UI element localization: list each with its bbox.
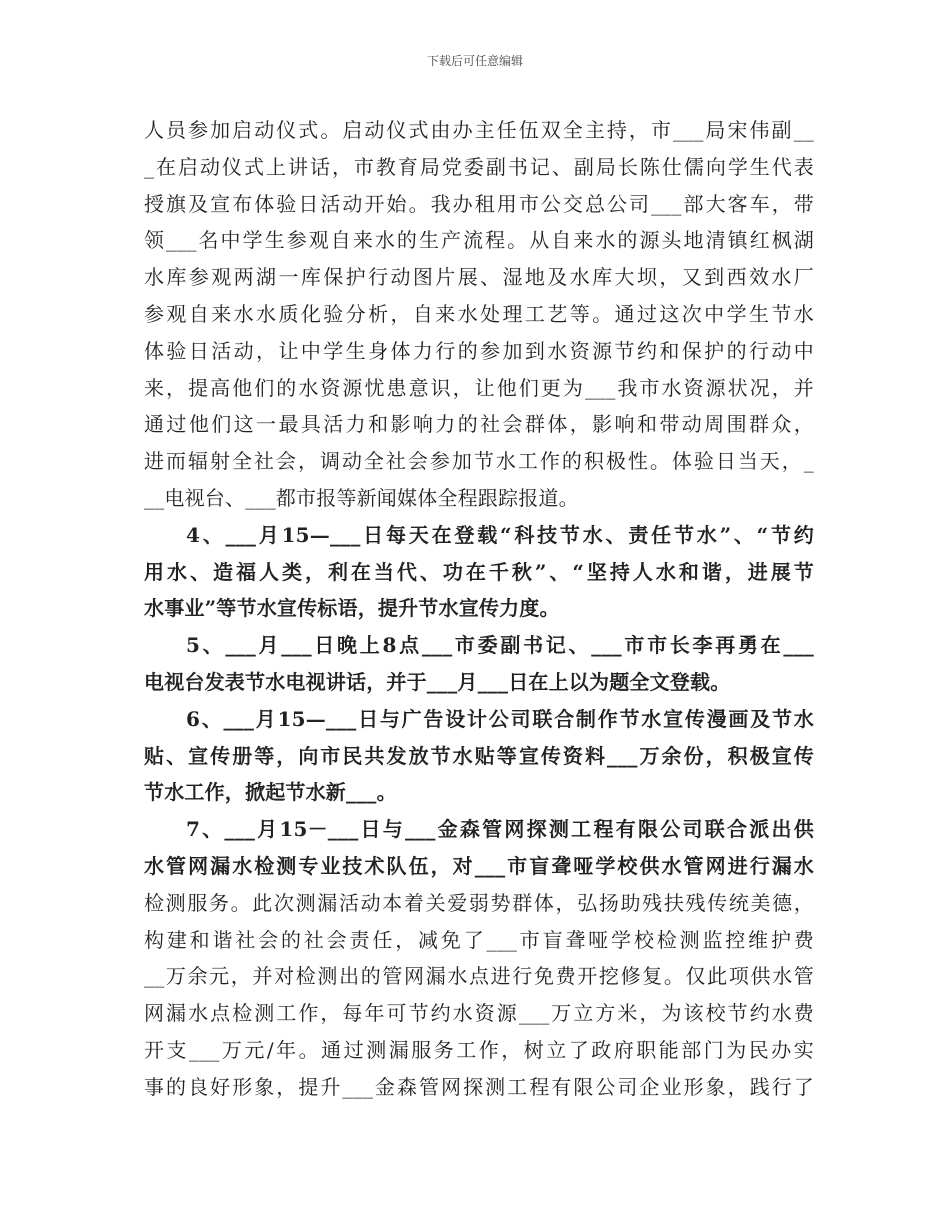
text-line: 5、___月___日晚上8点___市委副书记、___市市长李再勇在___ (186, 633, 814, 658)
text-line: 4、___月15—___日每天在登载“科技节水、责任节水”、“节约 (186, 522, 814, 547)
text-line: __万余元，并对检测出的管网漏水点进行免费开挖修复。仅此项供水管 (144, 964, 814, 989)
text-line: 水库参观两湖一库保护行动图片展、湿地及水库大坝，又到西效水厂 (144, 265, 814, 290)
text-line: __电视台、___都市报等新闻媒体全程跟踪报道。 (144, 485, 579, 510)
text-line: 用水、造福人类，利在当代、功在千秋”、“坚持人水和谐，进展节 (144, 559, 814, 584)
document-body (144, 112, 814, 1106)
text-line: 来，提高他们的水资源忧患意识，让他们更为___我市水资源状况，并 (144, 375, 814, 400)
text-line: 构建和谐社会的社会责任，减免了___市盲聋哑学校检测监控维护费 (144, 927, 814, 952)
text-line: 开支___万元/年。通过测漏服务工作，树立了政府职能部门为民办实 (144, 1037, 814, 1062)
text-line: 授旗及宣布体验日活动开始。我办租用市公交总公司___部大客车，带 (144, 191, 814, 216)
text-line: 人员参加启动仪式。启动仪式由办主任伍双全主持，市___局宋伟副__ (144, 118, 814, 142)
text-line: 电视台发表节水电视讲话，并于___月___日在上以为题全文登载。 (144, 669, 731, 694)
page-header: 下载后可任意编辑 (426, 54, 523, 68)
text-line: 贴、宣传册等，向市民共发放节水贴等宣传资料___万余份，积极宣传 (144, 743, 814, 768)
text-line: 水事业”等节水宣传标语，提升节水宣传力度。 (144, 596, 560, 621)
text-line: 节水工作，掀起节水新___。 (144, 780, 397, 805)
text-line: 领___名中学生参观自来水的生产流程。从自来水的源头地清镇红枫湖 (144, 228, 814, 253)
text-line: 水管网漏水检测专业技术队伍，对___市盲聋哑学校供水管网进行漏水 (144, 853, 814, 878)
text-line: 7、___月15－___日与___金森管网探测工程有限公司联合派出供 (186, 817, 814, 842)
text-line: 体验日活动，让中学生身体力行的参加到水资源节约和保护的行动中 (144, 338, 814, 363)
text-line: 检测服务。此次测漏活动本着关爱弱势群体，弘扬助残扶残传统美德， (144, 890, 814, 915)
text-line: 参观自来水水质化验分析，自来水处理工艺等。通过这次中学生节水 (144, 301, 814, 326)
text-line: _在启动仪式上讲话，市教育局党委副书记、副局长陈仕儒向学生代表 (144, 154, 814, 179)
text-line: 事的良好形象，提升___金森管网探测工程有限公司企业形象，践行了 (144, 1074, 814, 1099)
text-line: 进而辐射全社会，调动全社会参加节水工作的积极性。体验日当天，_ (144, 449, 814, 474)
text-line: 网漏水点检测工作，每年可节约水资源___万立方米，为该校节约水费 (144, 1001, 814, 1026)
text-line: 通过他们这一最具活力和影响力的社会群体，影响和带动周围群众， (144, 412, 814, 437)
text-line: 6、___月15—___日与广告设计公司联合制作节水宣传漫画及节水 (186, 706, 814, 731)
